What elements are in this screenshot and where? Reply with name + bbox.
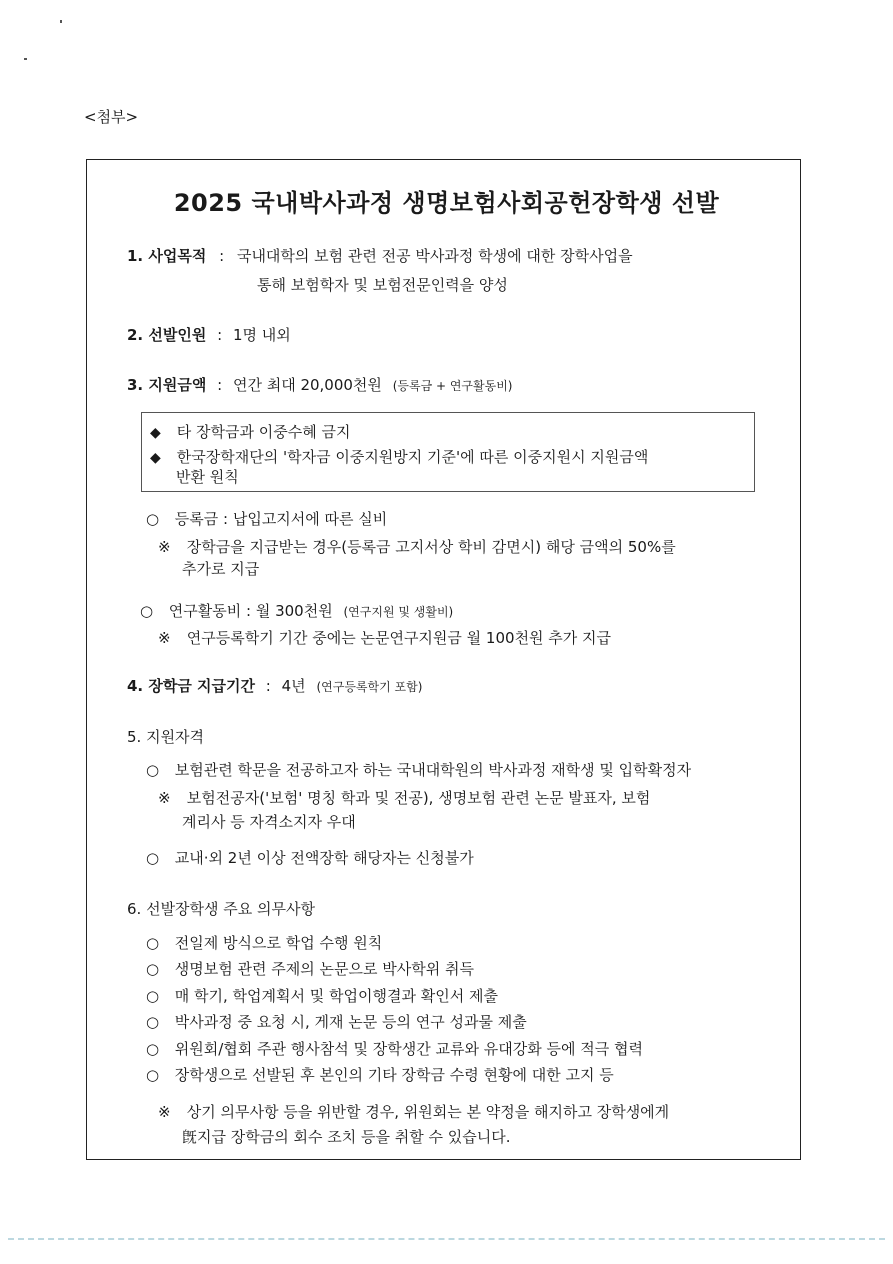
section-2 [127,324,291,345]
duty-item [146,1038,643,1059]
circle-bullet-icon: ○ [146,1040,160,1058]
circle-bullet-icon: ○ [146,1013,160,1031]
reference-mark-icon: ※ [158,629,171,647]
research-note: (연구지원 및 생활비) [343,605,454,619]
circle-bullet-icon: ○ [146,934,160,952]
duty-reference [158,1101,669,1122]
duty-item-text: 매 학기, 학업계획서 및 학업이행결과 확인서 제출 [174,987,498,1005]
circle-bullet-icon: ○ [140,602,154,620]
scan-speck [60,20,62,23]
circle-bullet-icon: ○ [146,849,160,867]
duty-item-text: 장학생으로 선발된 후 본인의 기타 장학금 수령 현황에 대한 고지 등 [174,1066,614,1084]
circle-bullet-icon: ○ [146,960,160,978]
duty-item [146,985,498,1006]
duty-item-text: 전일제 방식으로 학업 수행 원칙 [174,934,383,952]
section-1-sep: : [219,247,225,265]
scan-speck [24,58,27,60]
diamond-bullet-icon: ◆ [150,450,161,466]
duty-item-text: 위원회/협회 주관 행사참석 및 장학생간 교류와 유대강화 등에 적극 협력 [174,1040,643,1058]
duty-item-text: 박사과정 중 요청 시, 게재 논문 등의 연구 성과물 제출 [174,1013,527,1031]
reference-mark-icon: ※ [158,538,171,556]
duty-reference-line2: 旣지급 장학금의 회수 조치 등을 취할 수 있습니다. [182,1128,511,1146]
section-3-sep: : [217,376,223,394]
circle-bullet-icon: ○ [146,1066,160,1084]
tuition-reference-line1: 장학금을 지급받는 경우(등록금 고지서상 학비 감면시) 해당 금액의 50%를 [186,538,676,556]
reference-mark-icon: ※ [158,789,171,807]
diamond-bullet-icon: ◆ [150,425,161,441]
restriction-item-2-text: 한국장학재단의 '학자금 이중지원방지 기준'에 따른 이중지원시 지원금액 [176,448,649,466]
attachment-label: <첨부> [84,108,139,126]
duty-item-text: 생명보험 관련 주제의 논문으로 박사학위 취득 [174,960,474,978]
section-1-label: 1. 사업목적 [127,247,207,265]
research-reference-text: 연구등록학기 기간 중에는 논문연구지원금 월 100천원 추가 지급 [186,629,612,647]
section-2-sep: : [217,326,223,344]
section-2-label: 2. 선발인원 [127,326,207,344]
section-3-label: 3. 지원금액 [127,376,207,394]
circle-bullet-icon: ○ [146,987,160,1005]
section-4-note: (연구등록학기 포함) [316,680,423,694]
qualification-item-1-text: 보험관련 학문을 전공하고자 하는 국내대학원의 박사과정 재학생 및 입학확정자 [174,761,692,779]
qualification-item-2 [146,847,474,868]
section-6-label: 6. 선발장학생 주요 의무사항 [127,900,316,918]
tuition-text: 등록금 : 납입고지서에 따른 실비 [174,510,388,528]
section-4-value: 4년 [281,677,306,695]
duty-item [146,1011,527,1032]
tuition-reference [158,536,676,557]
tuition-reference-line2: 추가로 지급 [182,560,260,578]
duty-item [146,958,474,979]
qualification-item-2-text: 교내·외 2년 이상 전액장학 해당자는 신청불가 [174,849,474,867]
section-5-label: 5. 지원자격 [127,728,205,746]
circle-bullet-icon: ○ [146,761,160,779]
duty-reference-line1: 상기 의무사항 등을 위반할 경우, 위원회는 본 약정을 해지하고 장학생에게 [186,1103,670,1121]
section-1 [127,245,633,266]
section-4 [127,675,422,696]
section-4-label: 4. 장학금 지급기간 [127,677,256,695]
footer-divider [8,1238,885,1240]
section-4-sep: : [265,677,271,695]
section-3-value: 연간 최대 20,000천원 [232,376,382,394]
qualification-reference [158,787,650,808]
qualification-reference-line1: 보험전공자('보험' 명칭 학과 및 전공), 생명보험 관련 논문 발표자, 보험 [186,789,651,807]
section-3-note: (등록금 + 연구활동비) [392,379,513,393]
research-reference [158,627,611,648]
duty-item [146,932,382,953]
section-1-line1: 국내대학의 보험 관련 전공 박사과정 학생에 대한 장학사업을 [236,247,633,265]
qualification-reference-line2: 계리사 등 자격소지자 우대 [182,813,356,831]
restriction-item-1 [150,421,350,442]
restriction-item-1-text: 타 장학금과 이중수혜 금지 [176,423,351,441]
circle-bullet-icon: ○ [146,510,160,528]
section-2-value: 1명 내외 [232,326,291,344]
tuition-item [146,508,387,529]
section-1-line2: 통해 보험학자 및 보험전문인력을 양성 [257,276,508,294]
duty-item [146,1064,614,1085]
restriction-item-2 [150,446,648,467]
research-item [140,600,453,621]
reference-mark-icon: ※ [158,1103,171,1121]
section-3 [127,374,513,395]
qualification-item-1 [146,759,691,780]
content-frame [86,159,801,1160]
restriction-item-2-line2: 반환 원칙 [176,468,239,486]
page-title: 2025 국내박사과정 생명보험사회공헌장학생 선발 [173,189,720,217]
research-text: 연구활동비 : 월 300천원 [168,602,333,620]
